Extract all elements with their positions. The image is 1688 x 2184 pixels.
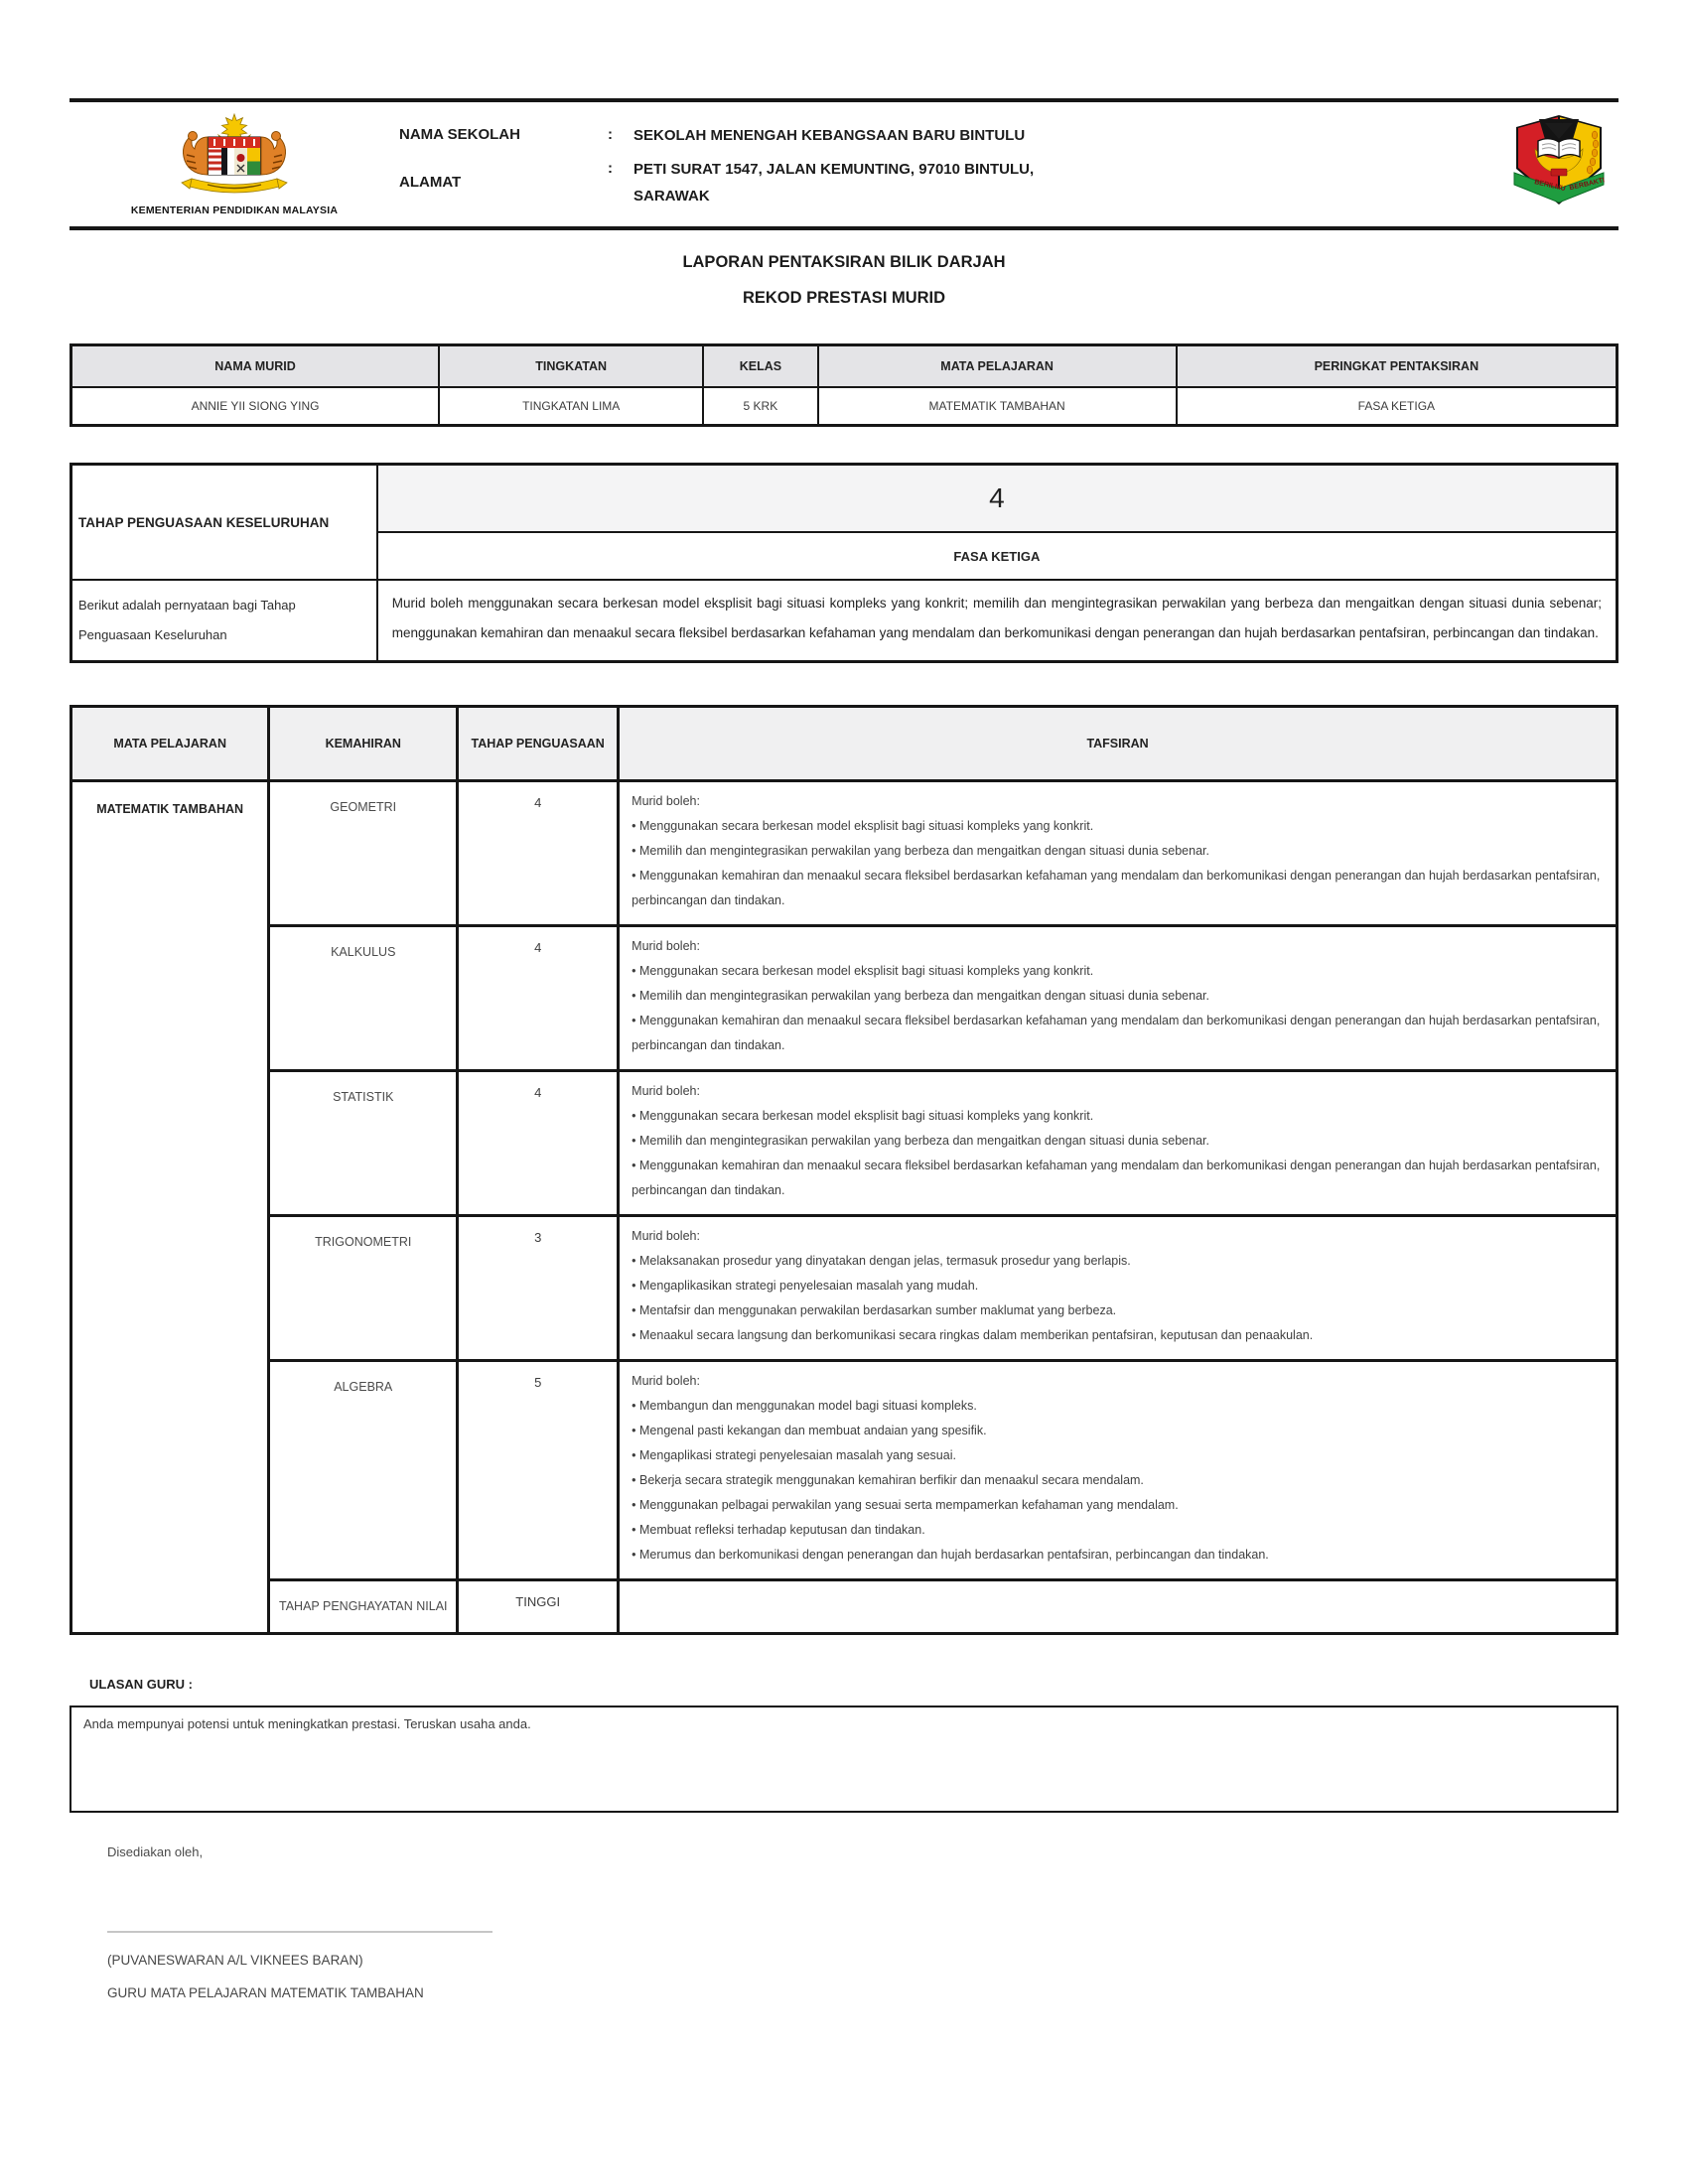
tafsiran-line: • Menggunakan kemahiran dan menaakul secara fleksibel berdasarkan kefahaman yang mendalam dan berkomunikasi dengan penerangan dan hujah berdasarkan pentafsiran, perbincangan dan tindakan. — [632, 1014, 1601, 1052]
header-tingkatan: TINGKATAN — [439, 345, 703, 388]
header-mata-pelajaran: MATA PELAJARAN — [818, 345, 1177, 388]
header-tafsiran: TAFSIRAN — [619, 707, 1618, 781]
skill-name-cell: GEOMETRI — [269, 781, 458, 926]
teacher-role: GURU MATA PELAJARAN MATEMATIK TAMBAHAN — [107, 1985, 424, 2000]
skill-name-cell: KALKULUS — [269, 926, 458, 1071]
header-peringkat-pentaksiran: PERINGKAT PENTAKSIRAN — [1177, 345, 1618, 388]
skill-name-cell: TAHAP PENGHAYATAN NILAI — [269, 1580, 458, 1634]
header-mata-pelajaran: MATA PELAJARAN — [71, 707, 269, 781]
teacher-name: (PUVANESWARAN A/L VIKNEES BARAN) — [107, 1953, 363, 1968]
skills-table-body — [71, 781, 1618, 1634]
tafsiran-line: Murid boleh: — [632, 1084, 700, 1098]
skill-name-cell: ALGEBRA — [269, 1361, 458, 1580]
school-name-value: SEKOLAH MENENGAH KEBANGSAAN BARU BINTULU — [633, 126, 1026, 144]
value-nama-murid: ANNIE YII SIONG YING — [71, 387, 440, 426]
student-info-table — [70, 343, 1618, 427]
tafsiran-cell — [619, 1071, 1618, 1216]
tafsiran-line: • Memilih dan mengintegrasikan perwakilan yang berbeza dan mengaitkan dengan situasi dunia sebenar. — [632, 1134, 1209, 1148]
skills-table — [70, 705, 1618, 1635]
tafsiran-line: • Menggunakan secara berkesan model eksplisit bagi situasi kompleks yang konkrit. — [632, 964, 1094, 978]
skill-row — [71, 1071, 1618, 1216]
tafsiran-cell — [619, 1580, 1618, 1634]
student-table-value-row — [71, 387, 1618, 426]
skill-row — [71, 1216, 1618, 1361]
tafsiran-line: • Memilih dan mengintegrasikan perwakilan yang berbeza dan mengaitkan dengan situasi dunia sebenar. — [632, 844, 1209, 858]
tafsiran-line: • Menggunakan secara berkesan model eksplisit bagi situasi kompleks yang konkrit. — [632, 819, 1094, 833]
ministry-caption: KEMENTERIAN PENDIDIKAN MALAYSIA — [130, 204, 339, 216]
skill-level-cell: 4 — [458, 781, 619, 926]
tafsiran-line: Murid boleh: — [632, 939, 700, 953]
report-title-line2: REKOD PRESTASI MURID — [742, 289, 946, 307]
tafsiran-line: Murid boleh: — [632, 794, 700, 808]
teacher-comment-label: ULASAN GURU : — [89, 1677, 193, 1692]
tafsiran-line: • Merumus dan berkomunikasi dengan penerangan dan hujah berdasarkan pentafsiran, perbincangan dan tindakan. — [632, 1548, 1269, 1562]
header-kemahiran: KEMAHIRAN — [269, 707, 458, 781]
ministry-logo-block — [70, 113, 399, 216]
tafsiran-line: • Menggunakan kemahiran dan menaakul secara fleksibel berdasarkan kefahaman yang mendalam dan berkomunikasi dengan penerangan dan hujah berdasarkan pentafsiran, perbincangan dan tindakan. — [632, 869, 1601, 907]
prepared-by-label: Disediakan oleh, — [107, 1844, 204, 1859]
header-nama-murid: NAMA MURID — [71, 345, 440, 388]
overall-mastery-table — [70, 463, 1618, 663]
skill-row — [71, 926, 1618, 1071]
skill-row — [71, 1361, 1618, 1580]
badge-motto-right: BERBAKTI — [1568, 176, 1606, 192]
school-badge-block — [1509, 113, 1609, 216]
value-mata-pelajaran: MATEMATIK TAMBAHAN — [818, 387, 1177, 426]
skills-table-header-row — [71, 707, 1618, 781]
report-title-line1: LAPORAN PENTAKSIRAN BILIK DARJAH — [682, 253, 1006, 271]
tafsiran-line: Murid boleh: — [632, 1229, 700, 1243]
subject-cell: MATEMATIK TAMBAHAN — [71, 781, 269, 1634]
overall-statement-text: Murid boleh menggunakan secara berkesan model eksplisit bagi situasi kompleks yang konkrit; memilih dan mengintegrasikan perwakilan yang berbeza dan mengaitkan dengan situasi dunia sebenar; menggunakan kemahiran dan menaakul secara fleksibel berdasarkan kefahaman yang mendalam dan berkomunikasi dengan penerangan dan hujah berdasarkan pentafsiran, perbincangan dan tindakan. — [377, 580, 1618, 662]
signature-line — [107, 1931, 492, 1933]
student-table-header-row — [71, 345, 1618, 388]
tafsiran-cell — [619, 781, 1618, 926]
tafsiran-line: • Menaakul secara langsung dan berkomunikasi secara ringkas dalam memberikan pentafsiran, keputusan dan penaakulan. — [632, 1328, 1314, 1342]
overall-mastery-phase: FASA KETIGA — [377, 532, 1618, 580]
shield-icon — [209, 137, 260, 175]
tafsiran-line: • Mengaplikasikan strategi penyelesaian masalah yang mudah. — [632, 1279, 979, 1293]
tafsiran-cell — [619, 1216, 1618, 1361]
tafsiran-line: • Bekerja secara strategik menggunakan kemahiran berfikir dan menaakul secara mendalam. — [632, 1473, 1144, 1487]
colon-separator: : — [608, 159, 613, 177]
skill-row — [71, 781, 1618, 926]
tiger-right-icon — [261, 131, 286, 175]
tafsiran-line: • Menggunakan secara berkesan model eksplisit bagi situasi kompleks yang konkrit. — [632, 1109, 1094, 1123]
motto-banner-icon — [182, 179, 287, 193]
skill-level-cell: TINGGI — [458, 1580, 619, 1634]
value-tingkatan: TINGKATAN LIMA — [439, 387, 703, 426]
tafsiran-line: • Membuat refleksi terhadap keputusan dan tindakan. — [632, 1523, 925, 1537]
header-tahap-penguasaan: TAHAP PENGUASAAN — [458, 707, 619, 781]
colon-separator: : — [608, 125, 613, 143]
signature-block — [107, 1844, 1618, 2000]
skill-row — [71, 1580, 1618, 1634]
skill-name-cell: TRIGONOMETRI — [269, 1216, 458, 1361]
tafsiran-line: • Memilih dan mengintegrasikan perwakilan yang berbeza dan mengaitkan dengan situasi dunia sebenar. — [632, 989, 1209, 1003]
school-info — [399, 113, 1509, 216]
school-address-row — [399, 156, 1509, 209]
value-peringkat-pentaksiran: FASA KETIGA — [1177, 387, 1618, 426]
skill-level-cell: 4 — [458, 1071, 619, 1216]
tafsiran-line: • Menggunakan kemahiran dan menaakul secara fleksibel berdasarkan kefahaman yang mendalam dan berkomunikasi dengan penerangan dan hujah berdasarkan pentafsiran, perbincangan dan tindakan. — [632, 1159, 1601, 1197]
tafsiran-cell — [619, 926, 1618, 1071]
school-name-row — [399, 122, 1509, 149]
report-title — [70, 244, 1618, 316]
malaysia-coat-of-arms-icon — [156, 113, 313, 203]
school-address-label: ALAMAT — [399, 173, 462, 191]
tafsiran-line: • Mengaplikasi strategi penyelesaian masalah yang sesuai. — [632, 1448, 956, 1462]
school-crest-icon — [1509, 113, 1609, 216]
tafsiran-cell — [619, 1361, 1618, 1580]
book-icon — [1538, 138, 1580, 157]
tafsiran-line: Murid boleh: — [632, 1374, 700, 1388]
badge-motto-left: BERILMU — [1533, 178, 1567, 193]
report-header — [70, 98, 1618, 230]
skill-level-cell: 5 — [458, 1361, 619, 1580]
school-name-label: NAMA SEKOLAH — [399, 125, 520, 143]
tafsiran-line: • Mengenal pasti kekangan dan membuat andaian yang spesifik. — [632, 1424, 987, 1437]
school-address-value: PETI SURAT 1547, JALAN KEMUNTING, 97010 BINTULU, SARAWAK — [633, 160, 1035, 205]
skill-level-cell: 4 — [458, 926, 619, 1071]
teacher-comment-box: Anda mempunyai potensi untuk meningkatkan prestasi. Teruskan usaha anda. — [70, 1706, 1618, 1813]
overall-mastery-label: TAHAP PENGUASAAN KESELURUHAN — [71, 465, 377, 581]
value-kelas: 5 KRK — [703, 387, 817, 426]
tiger-left-icon — [183, 131, 208, 175]
skill-name-cell: STATISTIK — [269, 1071, 458, 1216]
skill-level-cell: 3 — [458, 1216, 619, 1361]
header-kelas: KELAS — [703, 345, 817, 388]
tafsiran-line: • Menggunakan pelbagai perwakilan yang sesuai serta mempamerkan kefahaman yang mendalam. — [632, 1498, 1179, 1512]
tafsiran-line: • Mentafsir dan menggunakan perwakilan berdasarkan sumber maklumat yang berbeza. — [632, 1303, 1117, 1317]
tafsiran-line: • Melaksanakan prosedur yang dinyatakan dengan jelas, termasuk prosedur yang berlapis. — [632, 1254, 1131, 1268]
overall-statement-label: Berikut adalah pernyataan bagi Tahap Penguasaan Keseluruhan — [71, 580, 377, 662]
tafsiran-line: • Membangun dan menggunakan model bagi situasi kompleks. — [632, 1399, 977, 1413]
overall-mastery-level: 4 — [377, 465, 1618, 533]
